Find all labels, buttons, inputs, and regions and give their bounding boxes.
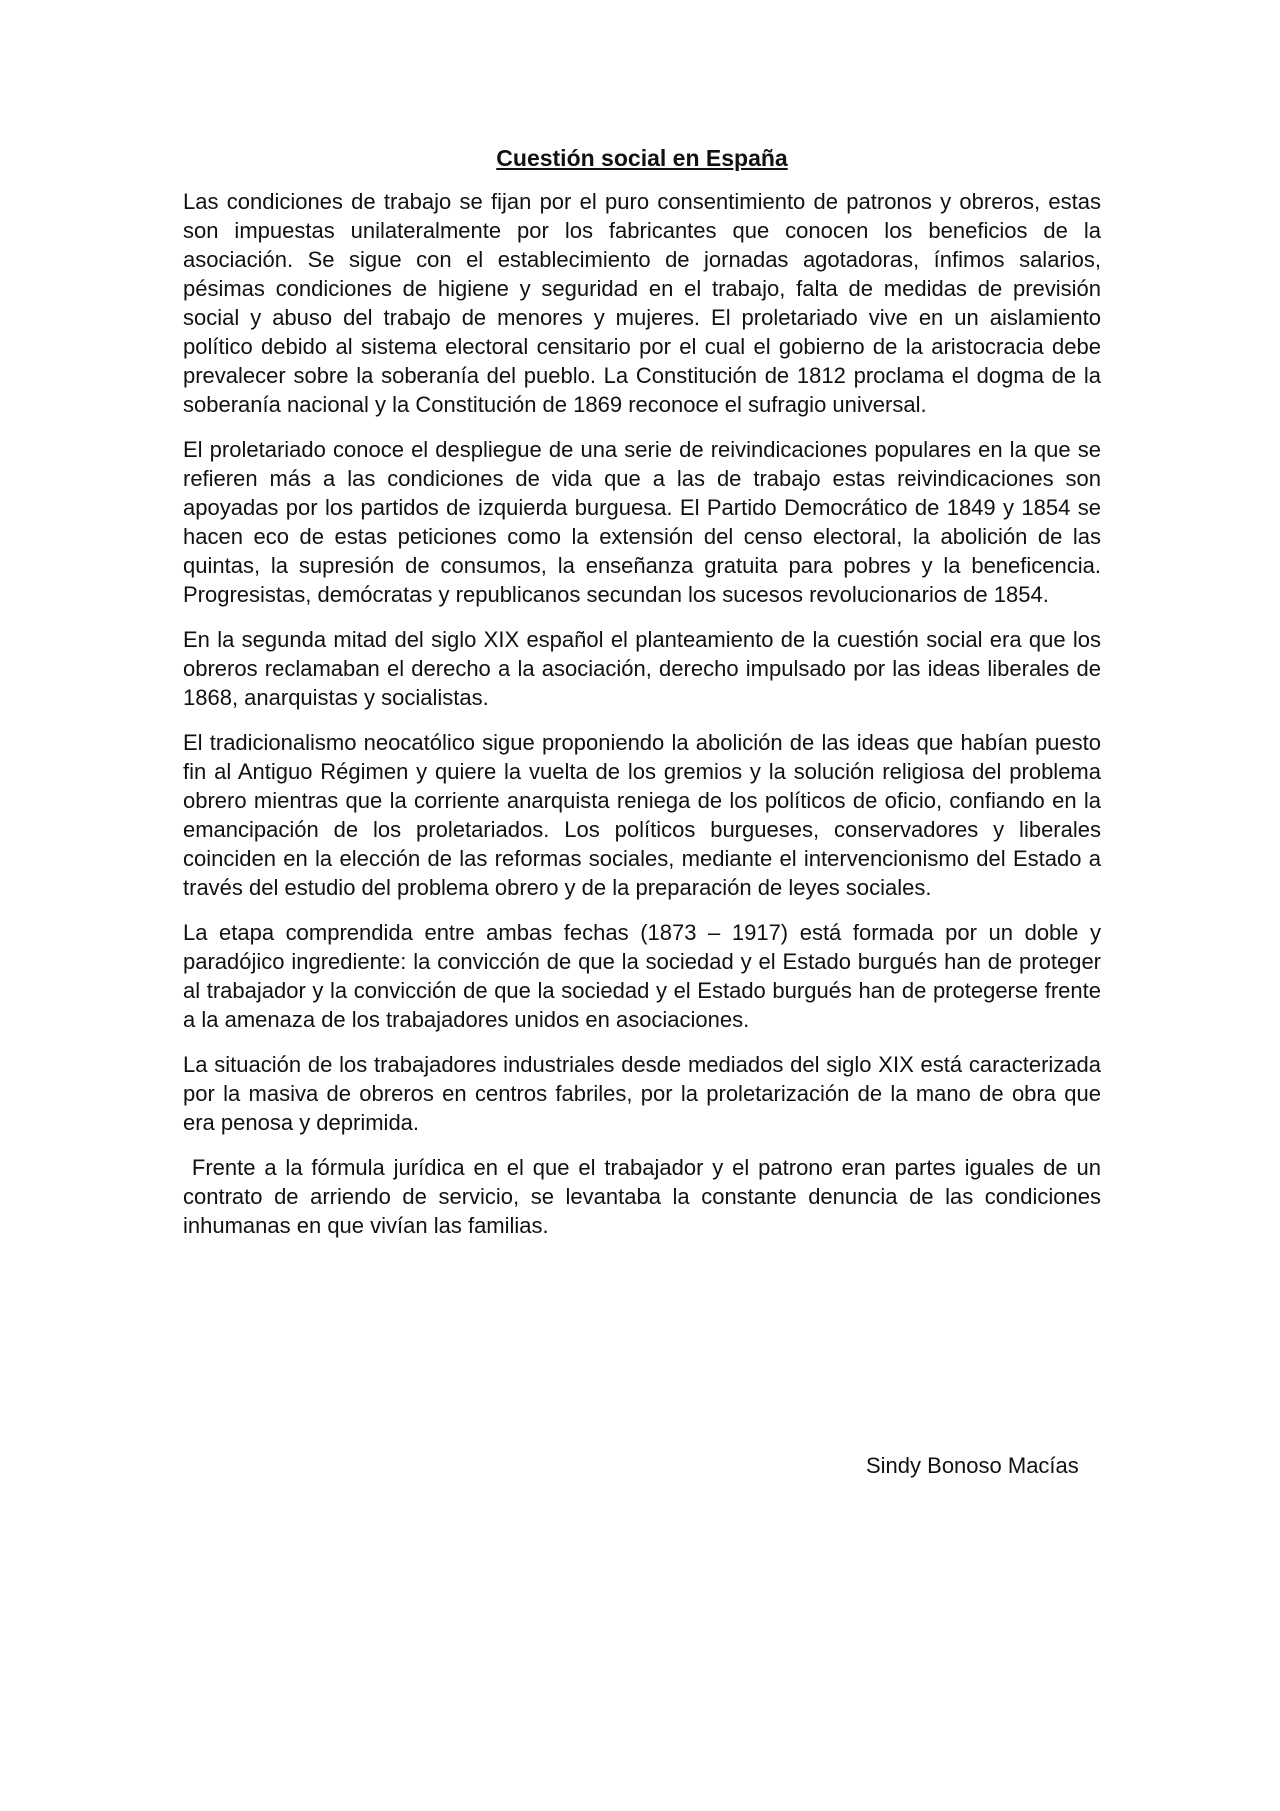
paragraph-2: El proletariado conoce el despliegue de una serie de reivindicaciones populares en la que se refieren más a las condiciones de vida que a las de trabajo estas reivindicaciones son apoyadas por los partidos de izquierda burguesa. El Partido Democrático de 1849 y 1854 se hacen eco de estas peticiones como la extensión del censo electoral, la abolición de las quintas, la supresión de consumos, la enseñanza gratuita para pobres y la beneficencia. Progresistas, demócratas y republicanos secundan los sucesos revolucionarios de 1854. <box>183 437 1101 607</box>
document-title: Cuestión social en España <box>496 145 788 171</box>
paragraph-5: La etapa comprendida entre ambas fechas (1873 – 1917) está formada por un doble y paradójico ingrediente: la convicción de que la sociedad y el Estado burgués han de proteger al trabajador y la convicción de que la sociedad y el Estado burgués han de protegerse frente a la amenaza de los trabajadores unidos en asociaciones. <box>183 920 1101 1032</box>
author-signature: Sindy Bonoso Macías <box>866 1453 1079 1478</box>
paragraph-7: Frente a la fórmula jurídica en el que el trabajador y el patrono eran partes iguales de un contrato de arriendo de servicio, se levantaba la constante denuncia de las condiciones inhumanas en que vivían las familias. <box>183 1155 1108 1238</box>
paragraph-1: Las condiciones de trabajo se fijan por el puro consentimiento de patronos y obreros, estas son impuestas unilateralmente por los fabricantes que conocen los beneficios de la asociación. Se sigue con el establecimiento de jornadas agotadoras, ínfimos salarios, pésimas condiciones de higiene y seguridad en el trabajo, falta de medidas de previsión social y abuso del trabajo de menores y mujeres. El proletariado vive en un aislamiento político debido al sistema electoral censitario por el cual el gobierno de la aristocracia debe prevalecer sobre la soberanía del pueblo. La Constitución de 1812 proclama el dogma de la soberanía nacional y la Constitución de 1869 reconoce el sufragio universal. <box>183 189 1101 417</box>
paragraph-6: La situación de los trabajadores industriales desde mediados del siglo XIX está caracterizada por la masiva de obreros en centros fabriles, por la proletarización de la mano de obra que era penosa y deprimida. <box>183 1052 1101 1135</box>
paragraph-4: El tradicionalismo neocatólico sigue proponiendo la abolición de las ideas que habían puesto fin al Antiguo Régimen y quiere la vuelta de los gremios y la solución religiosa del problema obrero mientras que la corriente anarquista reniega de los políticos de oficio, confiando en la emancipación de los proletariados. Los políticos burgueses, conservadores y liberales coinciden en la elección de las reformas sociales, mediante el intervencionismo del Estado a través del estudio del problema obrero y de la preparación de leyes sociales. <box>183 730 1101 900</box>
document-body <box>183 144 1108 1256</box>
paragraph-3: En la segunda mitad del siglo XIX español el planteamiento de la cuestión social era que los obreros reclamaban el derecho a la asociación, derecho impulsado por las ideas liberales de 1868, anarquistas y socialistas. <box>183 627 1101 710</box>
